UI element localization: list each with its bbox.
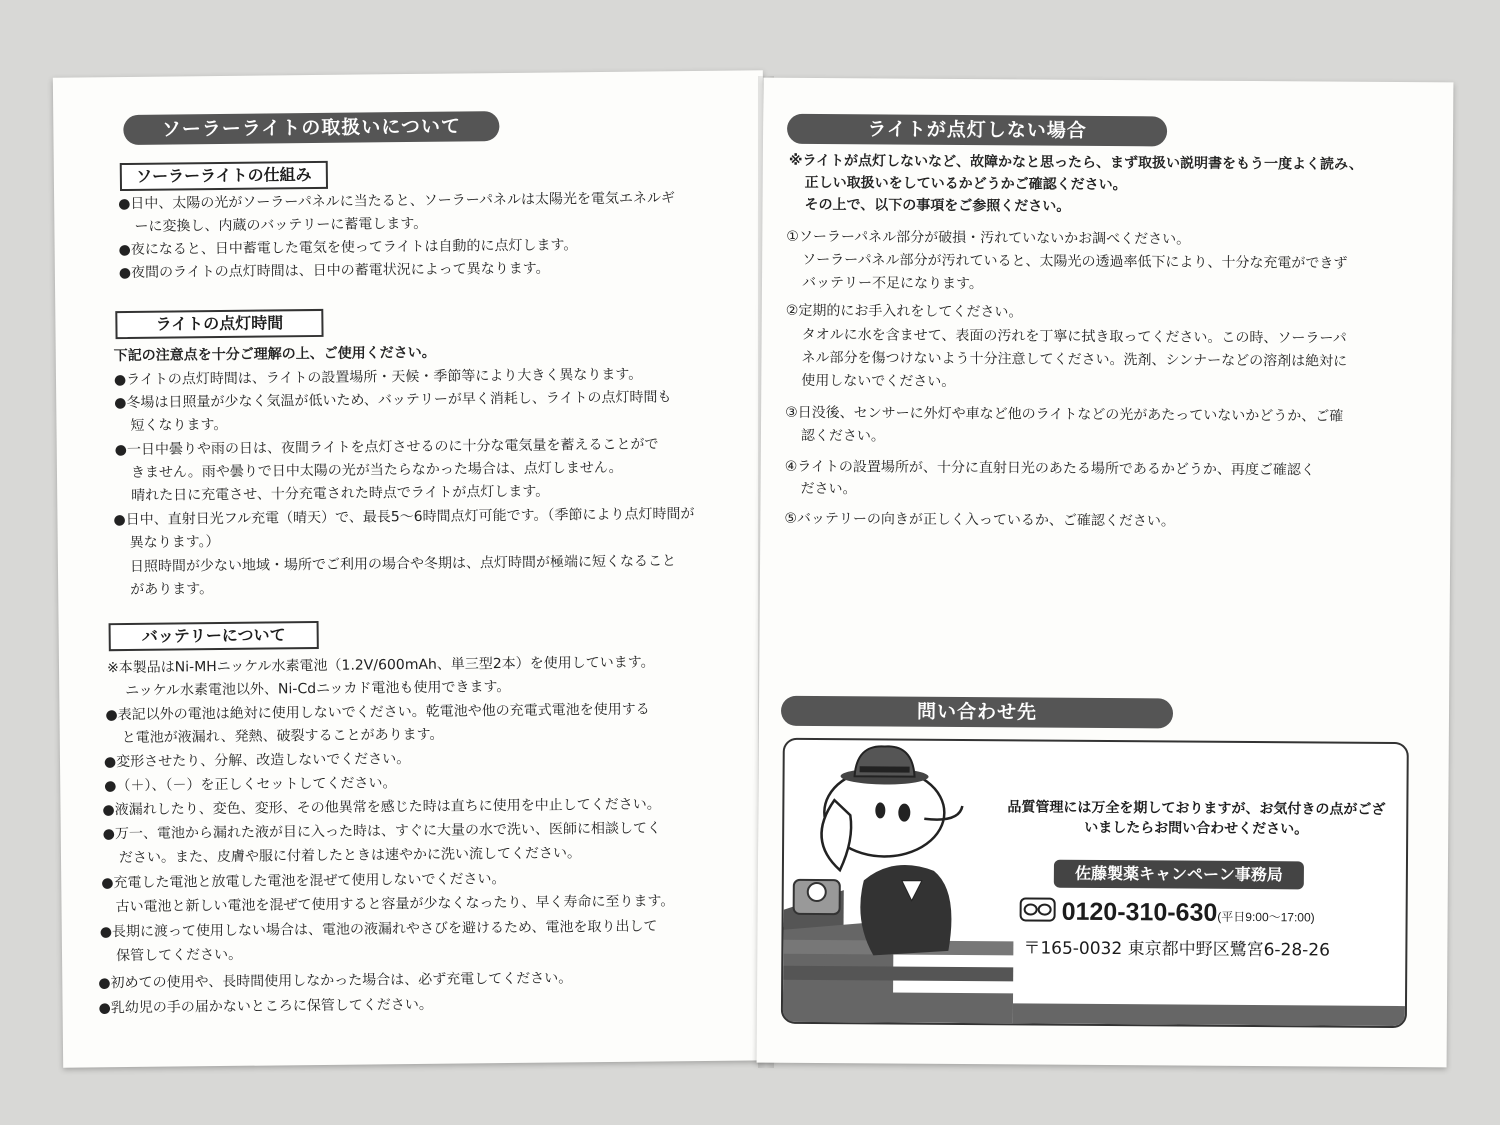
lighting-line: 日照時間が少ない地域・場所でご利用の場合や冬期は、点灯時間が極端に短くなること — [129, 553, 677, 575]
section-title-not-lighting: ライトが点灯しない場合 — [787, 114, 1167, 147]
battery-line: ●万一、電池から漏れた液が目に入った時は、すぐに大量の水で洗い、医師に相談してく — [102, 820, 662, 843]
battery-line: と電池が液漏れ、発熱、破裂することがあります。 — [121, 726, 444, 747]
check-line: タオルに水を含ませて、表面の汚れを丁寧に拭き取ってください。この時、ソーラーパ — [801, 326, 1347, 347]
lighting-line: ●一日中曇りや雨の日は、夜間ライトを点灯させるのに十分な電気量を蓄えることがで — [114, 436, 659, 459]
lighting-line: があります。 — [130, 581, 214, 598]
battery-line: ださい。また、皮膚や服に付着したときは速やかに洗い流してください。 — [118, 845, 582, 867]
lighting-line: ●冬場は日照量が少なく気温が低いため、バッテリーが早く消耗し、ライトの点灯時間も — [114, 389, 672, 412]
address: 〒165-0032 東京都中野区鷺宮6-28-26 — [1023, 938, 1331, 961]
lighting-line: きません。雨や曇りで日中太陽の光が当たらなかった場合は、点灯しません。 — [130, 459, 623, 481]
contact-notice: 品質管理には万全を期しておりますが、お気付きの点がございましたらお問い合わせください。 — [1007, 799, 1386, 838]
phone-number[interactable]: 0120-310-630 — [1061, 897, 1218, 927]
battery-line: ●表記以外の電池は絶対に使用しないでください。乾電池や他の充電式電池を使用する — [105, 701, 650, 724]
left-page — [53, 70, 773, 1067]
heading-lighting-time: ライトの点灯時間 — [115, 309, 323, 339]
business-hours: (平日9:00～17:00) — [1217, 909, 1315, 925]
intro-line: 正しい取扱いをしているかどうかご確認ください。 — [804, 174, 1127, 194]
section-title-contact: 問い合わせ先 — [781, 696, 1173, 729]
check-line: ソーラーパネル部分が汚れていると、太陽光の透過率低下により、十分な充電ができず — [802, 251, 1348, 272]
organization-name: 佐藤製薬キャンペーン事務局 — [1054, 860, 1304, 890]
contact-footer-band — [1013, 1003, 1405, 1026]
battery-line: ●液漏れしたり、変色、変形、その他異常を感じた時は直ちに使用を中止してください。 — [102, 796, 661, 819]
check-line: バッテリー不足になります。 — [801, 274, 983, 293]
battery-line: ※本製品はNi-MHニッケル水素電池（1.2V/600mAh、単三型2本）を使用しています。 — [106, 654, 655, 677]
battery-line: 古い電池と新しい電池を混ぜて使用すると容量が少なくなったり、早く寿命に至ります。 — [115, 893, 675, 916]
check-line: 使用しないでください。 — [801, 372, 956, 390]
intro-line: ※ライトが点灯しないなど、故障かなと思ったら、まず取扱い説明書をもう一度よく読み、 — [788, 152, 1363, 173]
mechanism-line: ●夜間のライトの点灯時間は、日中の蓄電状況によって異なります。 — [118, 260, 550, 282]
battery-line: ●初めての使用や、長時間使用しなかった場合は、必ず充電してください。 — [98, 970, 573, 992]
battery-line: ニッケル水素電池以外、Ni-Cdニッカド電池も使用できます。 — [125, 678, 511, 700]
check-line: ネル部分を傷つけないよう十分注意してください。洗剤、シンナーなどの溶剤は絶対に — [801, 349, 1348, 370]
check-line: ⑤バッテリーの向きが正しく入っているか、ご確認ください。 — [784, 510, 1175, 530]
battery-line: ●乳幼児の手の届かないところに保管してください。 — [98, 996, 433, 1017]
battery-line: ●変形させたり、分解、改造しないでください。 — [103, 751, 411, 771]
phone-line — [1020, 897, 1315, 928]
battery-line: 保管してください。 — [115, 946, 243, 965]
lighting-line: 異なります。） — [129, 534, 220, 551]
contact-box — [781, 738, 1409, 1028]
intro-line: その上で、以下の事項をご参照ください。 — [804, 196, 1071, 215]
battery-line: ●（＋）、（－）を正しくセットしてください。 — [104, 775, 397, 795]
free-dial-icon — [1020, 897, 1056, 921]
battery-line: ●長期に渡って使用しない場合は、電池の液漏れやさびを避けるため、電池を取り出して — [99, 918, 658, 941]
heading-battery: バッテリーについて — [109, 621, 319, 651]
mechanism-line: ●日中、太陽の光がソーラーパネルに当たると、ソーラーパネルは太陽光を電気エネルギ — [118, 190, 676, 213]
check-line: ださい。 — [800, 480, 857, 498]
lighting-line: 短くなります。 — [130, 416, 228, 434]
check-line: ③日没後、センサーに外灯や車など他のライトなどの光があたっていないかどうか、ご確 — [785, 404, 1344, 425]
right-page — [757, 78, 1454, 1068]
lighting-line: ●日中、直射日光フル充電（晴天）で、最長5～6時間点灯可能です。（季節により点灯時間が — [113, 506, 695, 529]
mascot-illustration — [783, 740, 1025, 1024]
check-line: ②定期的にお手入れをしてください。 — [785, 302, 1023, 321]
check-line: ④ライトの設置場所が、十分に直射日光のあたる場所であるかどうか、再度ご確認く — [784, 458, 1315, 479]
section-title-solar-handling: ソーラーライトの取扱いについて — [123, 111, 499, 145]
lighting-intro: 下記の注意点を十分ご理解の上、ご使用ください。 — [113, 344, 436, 365]
check-line: ①ソーラーパネル部分が破損・汚れていないかお調べください。 — [786, 228, 1191, 248]
mechanism-line: ●夜になると、日中蓄電した電気を使ってライトは自動的に点灯します。 — [118, 237, 578, 259]
mechanism-line: ーに変換し、内蔵のバッテリーに蓄電します。 — [134, 215, 428, 235]
heading-mechanism: ソーラーライトの仕組み — [120, 161, 328, 191]
lighting-line: 晴れた日に充電させ、十分充電された時点でライトが点灯します。 — [131, 483, 550, 504]
lighting-line: ●ライトの点灯時間は、ライトの設置場所・天候・季節等により大きく異なります。 — [113, 366, 643, 389]
battery-line: ●充電した電池と放電した電池を混ぜて使用しないでください。 — [101, 871, 506, 892]
check-line: 認ください。 — [800, 427, 886, 445]
